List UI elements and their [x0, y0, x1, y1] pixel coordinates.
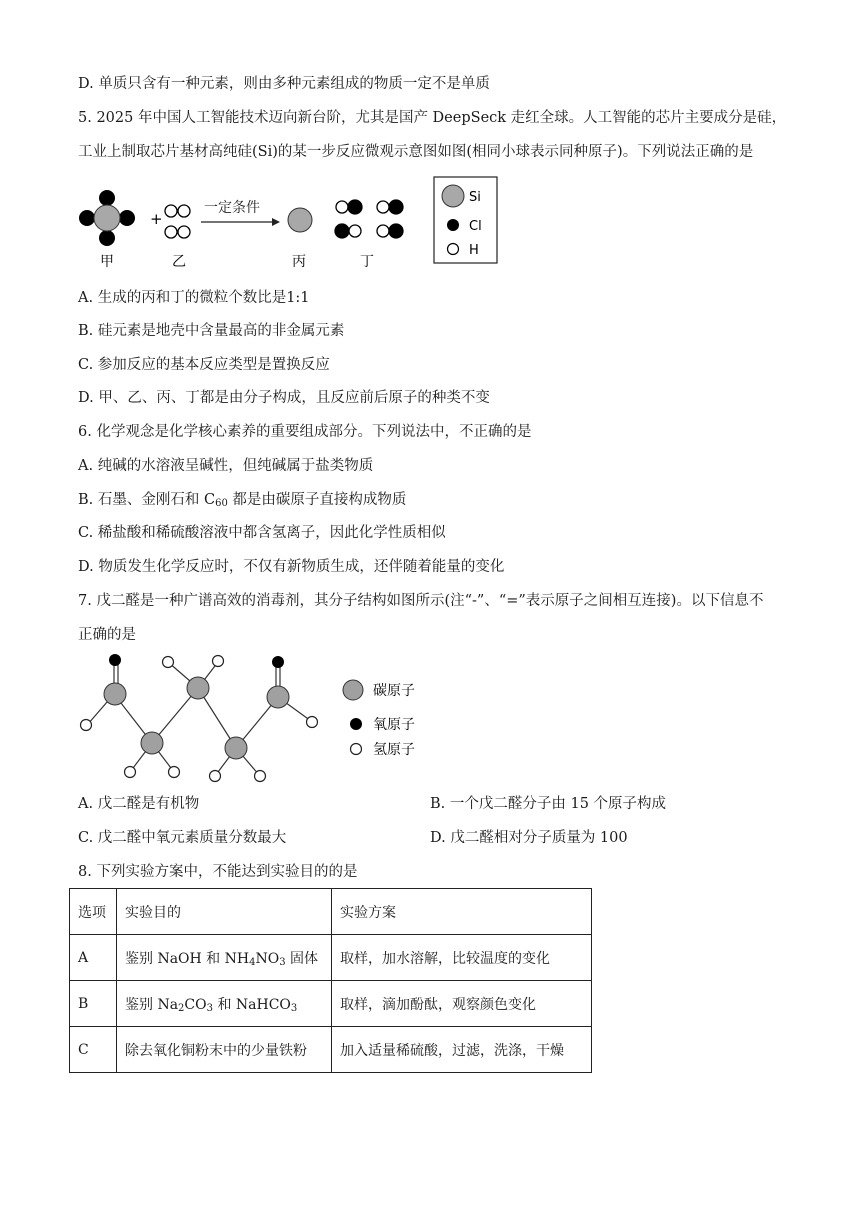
header-option: 选项 [70, 889, 117, 935]
row-c-goal: 除去氧化铜粉末中的少量铁粉 [117, 1027, 332, 1073]
experiment-table [69, 888, 592, 1073]
row-a-plan: 取样，加水溶解，比较温度的变化 [332, 935, 592, 981]
q6-option-a: A. 纯碱的水溶液呈碱性，但纯碱属于盐类物质 [78, 458, 374, 474]
q5-option-d: D. 甲、乙、丙、丁都是由分子构成，且反应前后原子的种类不变 [78, 390, 490, 406]
reaction-legend [434, 177, 497, 263]
row-b-goal: 鉴别 $Na_2CO_3$ 和 NaHCO$_3$ [117, 981, 332, 1027]
q7-option-c: C. 戊二醛中氧元素质量分数最大 [78, 830, 287, 846]
table-row [70, 935, 592, 981]
carbon-atoms [104, 677, 289, 759]
row-c-option: C [70, 1027, 117, 1073]
table-row [70, 981, 592, 1027]
q5-stem-line2: 工业上制取芯片基材高纯硅(Si)的某一步反应微观示意图如图(相同小球表示同种原子)。下列说法正确的是 [78, 144, 754, 160]
row-b-plan: 取样，滴加酚酞，观察颜色变化 [332, 981, 592, 1027]
q6-stem: 6. 化学观念是化学核心素养的重要组成部分。下列说法中，不正确的是 [78, 424, 532, 440]
glutaraldehyde-structure [88, 661, 311, 776]
row-a-goal: 鉴别 NaOH 和 $NH_4NO_3$ 固体 [117, 935, 332, 981]
q8-stem: 8. 下列实验方案中，不能达到实验目的的是 [78, 864, 358, 880]
q7-stem-line1: 7. 戊二醛是一种广谱高效的消毒剂，其分子结构如图所示(注“-”、“=”表示原子之间相互连接)。以下信息不 [78, 593, 764, 609]
molecule-ding [335, 200, 403, 238]
q6-option-b: B. 石墨、金刚石和 $C_{60}$ 都是由碳原子直接构成物质 [78, 492, 407, 509]
label-ding: 丁 [360, 254, 374, 270]
legend-oxygen: 氧原子 [373, 717, 415, 733]
header-goal: 实验目的 [117, 889, 332, 935]
q5-option-b: B. 硅元素是地壳中含量最高的非金属元素 [78, 323, 345, 339]
row-a-option: A [70, 935, 117, 981]
structure-legend [343, 680, 415, 758]
table-row [70, 1027, 592, 1073]
label-yi: 乙 [172, 254, 186, 270]
hydrogen-atoms [81, 656, 318, 782]
oxygen-atoms [109, 654, 284, 668]
molecule-bing [288, 208, 312, 232]
arrow-label: 一定条件 [204, 200, 260, 216]
q7-option-b: B. 一个戊二醛分子由 15 个原子构成 [430, 796, 667, 812]
molecule-jia [79, 190, 135, 246]
q6-option-c: C. 稀盐酸和稀硫酸溶液中都含氢离子，因此化学性质相似 [78, 525, 446, 541]
q7-option-a: A. 戊二醛是有机物 [78, 796, 200, 812]
label-jia: 甲 [100, 254, 114, 270]
row-c-plan: 加入适量稀硫酸，过滤，洗涤，干燥 [332, 1027, 592, 1073]
table-header-row [70, 889, 592, 935]
legend-carbon: 碳原子 [373, 683, 415, 699]
q5-option-c: C. 参加反应的基本反应类型是置换反应 [78, 357, 330, 373]
q5-stem-line1: 5. 2025 年中国人工智能技术迈向新台阶，尤其是国产 DeepSeck 走红全球。人工智能的芯片主要成分是硅， [78, 110, 787, 126]
q5-option-a: A. 生成的丙和丁的微粒个数比是1:1 [78, 290, 310, 306]
label-bing: 丙 [292, 254, 306, 270]
header-plan: 实验方案 [332, 889, 592, 935]
legend-h: H [469, 243, 479, 258]
q6-option-d: D. 物质发生化学反应时，不仅有新物质生成，还伴随着能量的变化 [78, 559, 505, 575]
legend-hydrogen: 氢原子 [373, 742, 415, 758]
row-b-option: B [70, 981, 117, 1027]
q4-option-d: D. 单质只含有一种元素，则由多种元素组成的物质一定不是单质 [78, 76, 490, 92]
plus-sign: + [150, 210, 163, 228]
q7-stem-line2: 正确的是 [78, 627, 136, 643]
legend-si: Si [469, 190, 481, 205]
q7-option-d: D. 戊二醛相对分子质量为 100 [430, 830, 628, 846]
molecule-yi [165, 205, 190, 238]
legend-cl: Cl [469, 219, 482, 234]
